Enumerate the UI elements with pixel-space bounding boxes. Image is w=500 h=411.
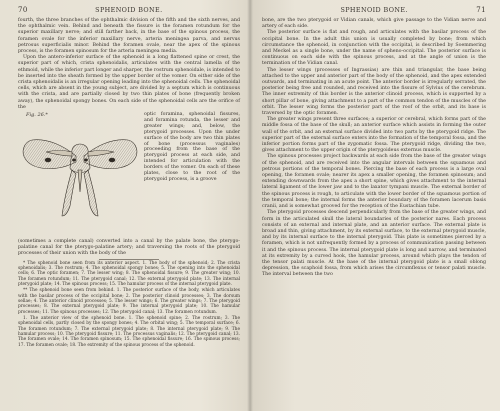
figure-block [18,112,240,238]
left-paragraph-1: fourth, the three branches of the ophthalmic division of the fifth and the sixth nerves, and the ophthalmic vein. Behind and beneath the fissure is the foramen rotundum for the superior maxillary nerve; and still farther back, in the base of the spinous process, the foramen ovale for the inferior maxillary nerve, arteria meningea parva, and nervus petrosus superficialis minor. Behind the foramen ovale, near the apex of the spinous process, is the foramen spinosum for the arteria meningea media. [18,18,240,55]
figure-side-text [144,112,240,183]
footnote-caption-3: 1. The anterior view of the sphenoid bone. 1. The sphenoid spine; 2. The rostrum; 3. The sphenoidal cells, partly closed by the spongy bones; 4. The orbital wing; 5. The temporal surface; 6. The foramen rotundum; 7. The external pterygoid plate; 8. The internal pterygoid plate; 9. The hamular process; 10. The pterygoid fissure; 11. The processus vaginalis; 12. The pterygoid canal; 13. The foramen ovale; 14. The foramen spinosum; 15. The sphenoidal fissure; 16. The spinous process; 17. The foramen ovale; 18. The extremity of the spinous process of the sphenoid. [18,315,240,348]
right-paragraph-2: The posterior surface is flat and rough, and articulates with the basilar process of the occipital bone. In the adult this union is usually completed by bone; from which circumstance the sphenoid, in conjunction with the occipital, is described by Soemmering and Meckel as a single bone, under the name of spheno-occipital. The posterior surface is continuous on each side with the spinous process, and at the angle of union is the termination of the Vidian canal. [262,30,486,67]
left-paragraph-3: (sometimes a complete canal) converted into a canal by the palate bone, the pterygo-palatine canal for the pterygo-palatine artery; and traversing the roots of the pterygoid processes of their union with the body of the [18,239,240,257]
footnote-rule [99,259,159,260]
right-paragraph-3: The lesser wings (processes of Ingrassias) are thin and triangular, the base being attached to the upper and anterior part of the body of the sphenoid, and the apex extended outwards, and terminating in an acute point. The anterior border is irregularly serrated, the posterior being free and rounded, and received into the fissure of Sylvius of the cerebrum. The inner extremity of this border is the anterior clinoid process, which is supported by a short pillar of bone, giving attachment to a part of the common tendon of the muscles of the orbit. The lesser wing forms the posterior part of the roof of the orbit, and its base is traversed by the optic foramen. [262,67,486,117]
right-paragraph-1: bone, are the two pterygoid or Vidian canals, which give passage to the Vidian nerve and artery of each side. [262,18,486,30]
figure-label: Fig. 26.* [26,112,48,119]
left-running-title: SPHENOID BONE. [95,6,163,14]
figure-side-paragraph: optic foramina, sphenoidal fissures, and foramina rotunda, the lesser and greater wings; and, below, the pterygoid processes. Upon the under surface of the body are two thin plates of bone (processus vaginales) proceeding from the base of the pterygoid process at each side, and intended for articulation with the borders of the vomer. On each of these plates, close to the root of the pterygoid process, is a groove [144,112,240,183]
sphenoid-bone-figure [18,112,142,236]
left-page-number: 70 [18,6,28,14]
right-running-title: SPHENOID BONE. [340,6,408,14]
footnote-caption-1: * The sphenoid bone seen from its anterior aspect. 1. The body of the sphenoid; 2. The crista sphenoidalis; 3. The rostrum; 4. The sphenoidal spongy bones; 5. The opening into the sphenoidal cells; 6. The optic foramen; 7. The lesser wing; 8. The sphenoidal fissure; 9. The greater wing; 10. The foramen rotundum; 11. The pterygoid canal; 12. The external pterygoid plate; 13. The internal pterygoid plate; 14. The spinous process; 15. The hamular process of the internal pterygoid plate. [18,260,240,288]
right-paragraph-6: The pterygoid processes descend perpendicularly from the base of the greater wings, and form in the articulated skull the lateral boundaries of the posterior nares. Each process consists of an external and internal plate, and an anterior surface. The external plate is broad and thin, giving attachment, by its external surface, to the external pterygoid muscle, and by its internal surface to the internal pterygoid. This plate is sometimes pierced by a foramen, which is not unfrequently formed by a process of communication passing between it and the spinous process. The internal pterygoid plate is long and narrow, and terminated at its extremity by a curved hook, the hamular process, around which plays the tendon of the tensor palati muscle. At the base of the internal pterygoid plate is a small oblong depression, the scaphoid fossa, from which arises the circumflexus or tensor palati muscle. The interval between the two [262,210,486,278]
right-paragraph-4: The greater wings present three surfaces; a superior or cerebral, which forms part of the middle fossa of the base of the skull; an anterior surface which assists in forming the outer wall of the orbit, and an external surface divided into two parts by the pterygoid ridge. The superior part of the external surface enters into the formation of the temporal fossa, and the inferior portion forms part of the zygomatic fossa. The pterygoid ridge, dividing the two, gives attachment to the upper origin of the pterygoideus externus muscle. [262,117,486,154]
left-paragraph-2: Upon the antero-inferior surface of the sphenoid is a long flattened spine or crest, the superior part of which, crista sphenoidalis, articulates with the central lamella of the ethmoid, while the inferior part longer and sharper, the rostrum sphenoidale, is intended to be inserted into the sheath formed by the upper border of the vomer. On either side of the crista sphenoidalis is an irregular opening leading into the sphenoidal cells. The sphenoidal cells, which are absent in the young subject, are divided by a septum which is continuous with the crista, and are partially closed by two thin plates of bone (frequently broken away), the sphenoidal spongy bones. On each side of the sphenoidal cells are the orifice of the [18,55,240,110]
right-page [250,0,500,411]
right-page-number: 71 [476,6,486,14]
sphenoid-illustration [23,140,137,216]
right-paragraph-5: The spinous processes project backwards at each side from the base of the greater wings of the sphenoid, and are received into the angular intervals between the squamous and petrous portions of the temporal bones. Piercing the base of each process is a large oval opening, the foramen ovale; nearer its apex a smaller opening, the foramen spinosum; and extending downwards from the apex a short spine, which gives attachment to the internal lateral ligament of the lower jaw and to the laxator tympani muscle. The external border of the spinous process is rough, to articulate with the lower border of the squamous portion of the temporal bone; the internal forms the anterior boundary of the foramen lacerum basis cranii, and is somewhat grooved for the reception of the Eustachian tube. [262,154,486,210]
footnote-caption-2: ** The sphenoid bone seen from behind. 1. The posterior surface of the body, which articulates with the basilar process of the occipital bone; 2. The posterior clinoid processes; 3. The dorsum sellae; 4. The anterior clinoid processes; 5. The lesser wings; 6. The greater wings; 7. The pterygoid processes; 8. The external pterygoid plate; 9. The internal pterygoid plate; 10. The hamular processes; 11. The spinous processes; 12. The pterygoid canal; 13. The foramen rotundum. [18,288,240,315]
left-running-head [18,6,240,17]
right-running-head [262,6,486,17]
